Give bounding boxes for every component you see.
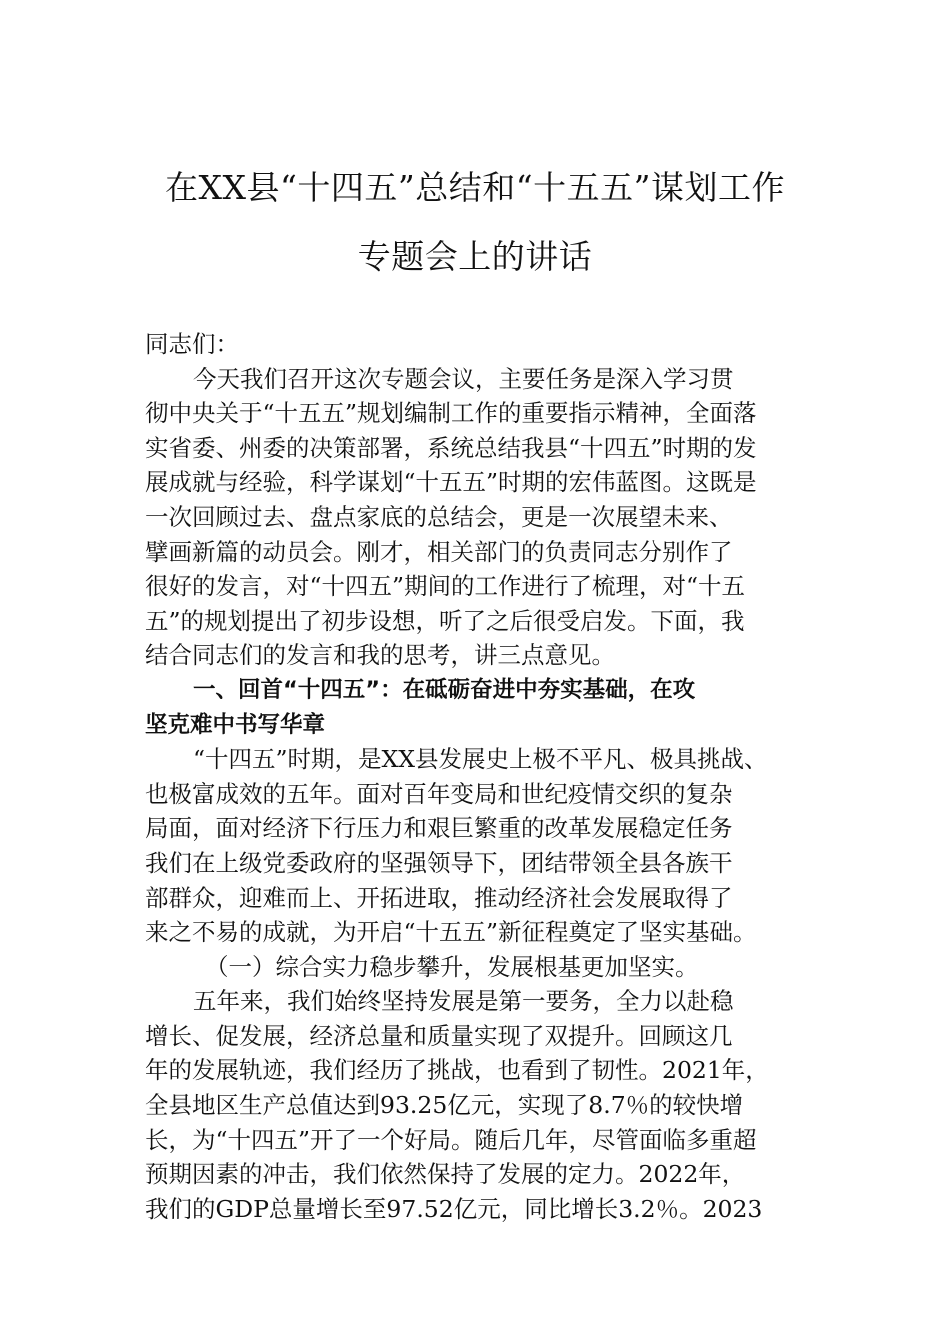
paragraph-line: 部群众，迎难而上、开拓进取，推动经济社会发展取得了 — [145, 883, 733, 912]
paragraph-line: “十四五”时期，是XX县发展史上极不平凡、极具挑战、 — [193, 745, 768, 774]
paragraph-line: 很好的发言，对“十四五”期间的工作进行了梳理，对“十五 — [145, 572, 746, 601]
section-heading-line: 坚克难中书写华章 — [145, 711, 326, 738]
paragraph-line: 实省委、州委的决策部署，系统总结我县“十四五”时期的发 — [145, 433, 757, 462]
paragraph-line: 一次回顾过去、盘点家底的总结会，更是一次展望未来、 — [145, 502, 733, 531]
paragraph-line: 今天我们召开这次专题会议，主要任务是深入学习贯 — [193, 364, 734, 393]
paragraph-line: 年的发展轨迹，我们经历了挑战，也看到了韧性。2021年， — [145, 1056, 769, 1085]
paragraph-line: 五年来，我们始终坚持发展是第一要务，全力以赴稳 — [193, 987, 734, 1016]
subsection-heading: （一）综合实力稳步攀升，发展根基更加坚实。 — [205, 952, 699, 981]
paragraph-line: 结合同志们的发言和我的思考，讲三点意见。 — [145, 641, 615, 670]
paragraph-line: 我们的GDP总量增长至97.52亿元，同比增长3.2％。2023 — [145, 1194, 763, 1223]
document-title-line-2: 专题会上的讲话 — [357, 237, 593, 276]
document-title-line-1: 在XX县“十四五”总结和“十五五”谋划工作 — [165, 168, 785, 207]
paragraph-line: 擘画新篇的动员会。刚才，相关部门的负责同志分别作了 — [145, 537, 733, 566]
paragraph-line: 展成就与经验，科学谋划“十五五”时期的宏伟蓝图。这既是 — [145, 468, 757, 497]
paragraph-line: 也极富成效的五年。面对百年变局和世纪疫情交织的复杂 — [145, 779, 733, 808]
paragraph-line: 局面，面对经济下行压力和艰巨繁重的改革发展稳定任务 — [145, 814, 733, 843]
paragraph-line: 全县地区生产总值达到93.25亿元，实现了8.7％的较快增 — [145, 1091, 744, 1120]
paragraph-line: 预期因素的冲击，我们依然保持了发展的定力。2022年， — [145, 1160, 746, 1189]
section-heading-line: 一、回首“十四五”：在砥砺奋进中夯实基础，在攻 — [193, 676, 696, 703]
salutation: 同志们： — [145, 330, 239, 358]
paragraph-line: 来之不易的成就，为开启“十五五”新征程奠定了坚实基础。 — [145, 918, 757, 947]
paragraph-line: 彻中央关于“十五五”规划编制工作的重要指示精神，全面落 — [145, 399, 757, 428]
paragraph-line: 我们在上级党委政府的坚强领导下，团结带领全县各族干 — [145, 848, 733, 877]
paragraph-line: 五”的规划提出了初步设想，听了之后很受启发。下面，我 — [145, 606, 745, 635]
paragraph-line: 增长、促发展，经济总量和质量实现了双提升。回顾这几 — [145, 1021, 733, 1050]
document-body — [145, 327, 835, 1226]
paragraph-line: 长，为“十四五”开了一个好局。随后几年，尽管面临多重超 — [145, 1125, 757, 1154]
